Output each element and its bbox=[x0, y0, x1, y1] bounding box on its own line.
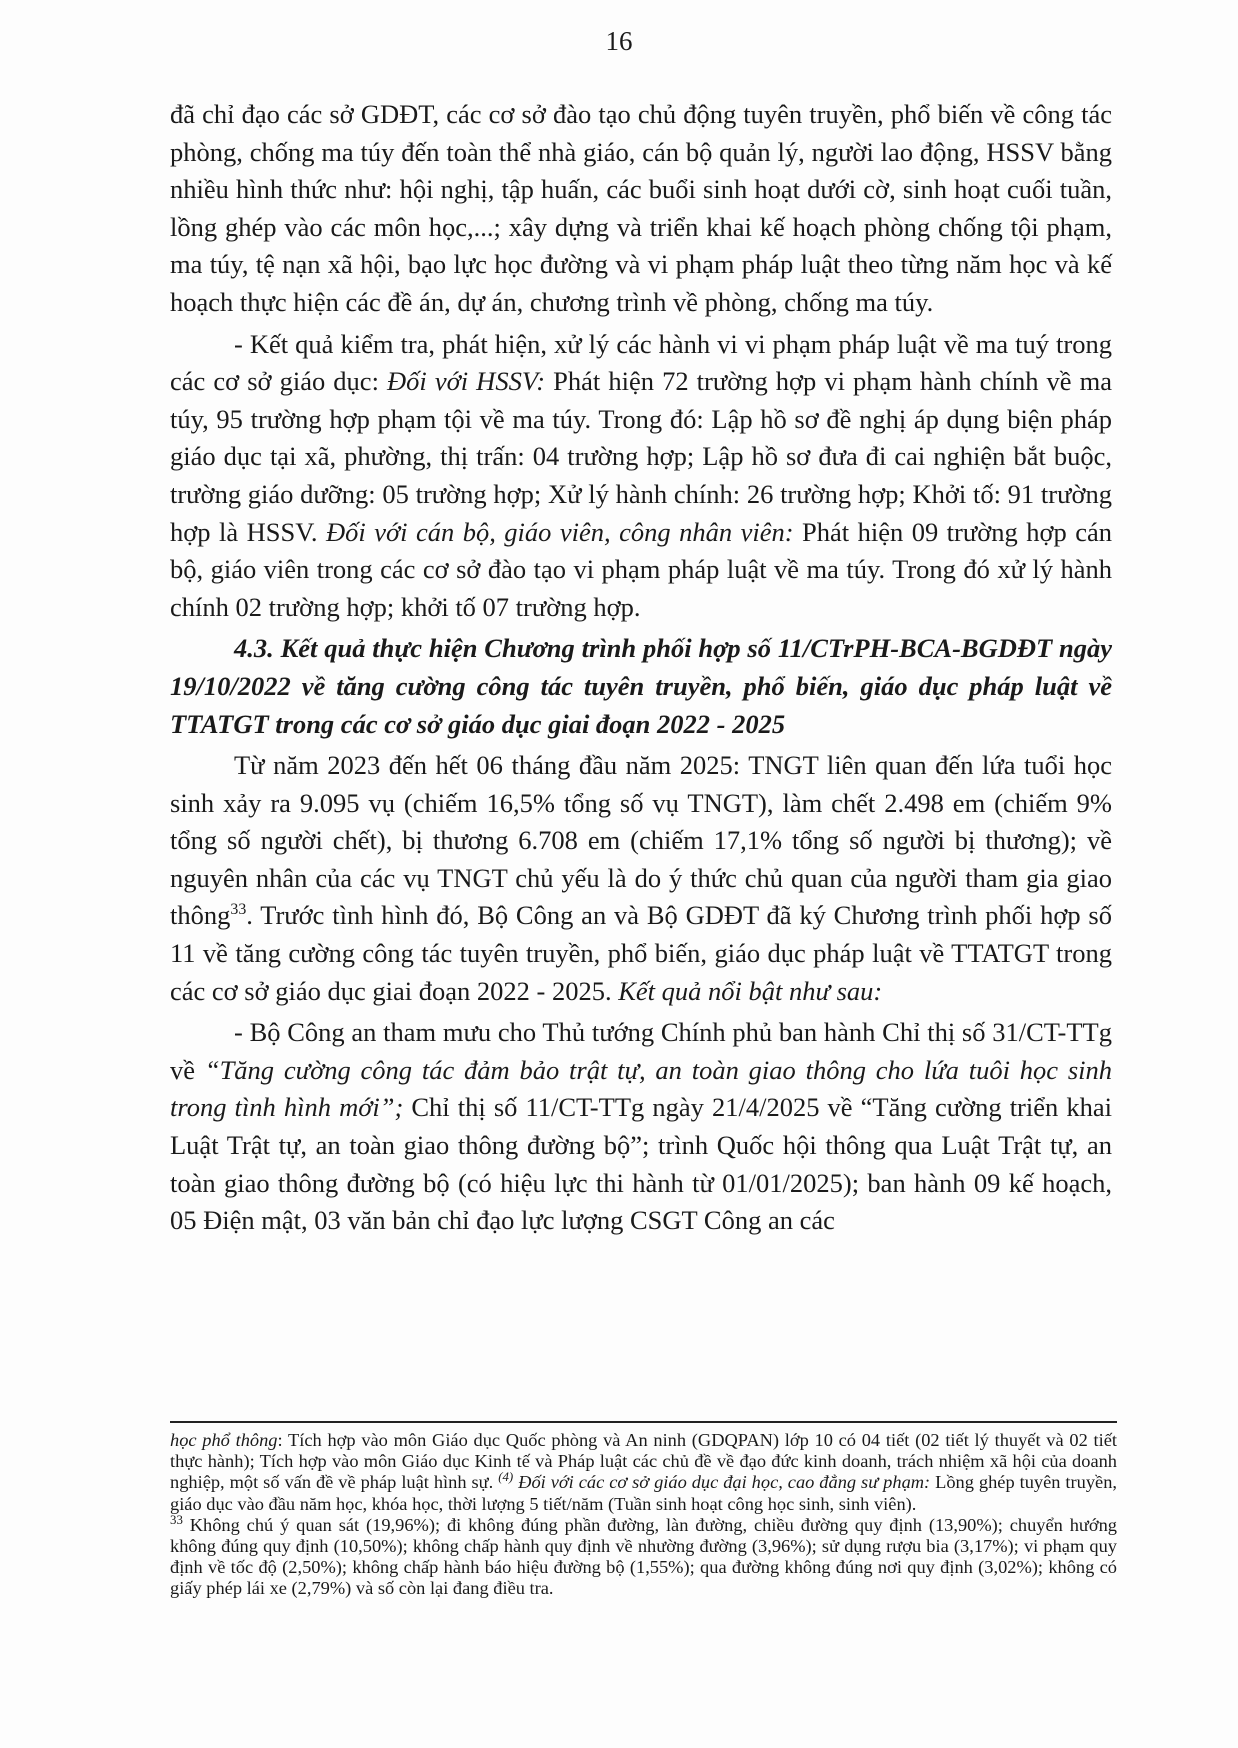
body-text bbox=[170, 96, 1112, 1244]
text-run: - Kết quả kiểm tra, phát hiện, xử lý các hành vi vi phạm pháp luật về ma tuý trong các cơ sở giáo dục: bbox=[170, 328, 1112, 397]
text-run: Lồng ghép tuyên truyền, giáo dục vào đầu năm học, khóa học, thời lượng 5 tiết/năm (Tuần sinh hoạt công học sinh, sinh viên). bbox=[170, 1472, 1117, 1514]
text-run: Đối với các cơ sở giáo dục đại học, cao đẳng sư phạm: bbox=[513, 1472, 931, 1493]
footnote-marker-4: (4) bbox=[498, 1470, 514, 1485]
footnote-ref-33[interactable]: 33 bbox=[230, 901, 247, 919]
italic-quote-directive: “Tăng cường công tác đảm bảo trật tự, an toàn giao thông cho lứa tuôi học sinh trong tình hình mới”; bbox=[170, 1054, 1112, 1123]
text-run: : Tích hợp vào môn Giáo dục Quốc phòng và An ninh (GDQPAN) lớp 10 có 04 tiết (02 tiết lý thuyết và 02 tiết thực hành); Tích hợp vào môn Giáo dục Kinh tế và Pháp luật các chủ đề về đạo đức kinh doanh, trách nhiệm xã hội của doanh nghiệp, một số vấn đề về pháp luật hình sự. bbox=[170, 1430, 1118, 1493]
text-run: Phát hiện 09 trường hợp cán bộ, giáo viên trong các cơ sở đào tạo vi phạm pháp luật về ma túy. Trong đó xử lý hành chính 02 trường hợp; khởi tố 07 trường hợp. bbox=[170, 516, 1112, 622]
footnote-33 bbox=[170, 1512, 1117, 1600]
paragraph-ministry-directives bbox=[170, 1014, 1112, 1240]
footnote-number: 33 bbox=[170, 1512, 183, 1527]
page-number: 16 bbox=[605, 26, 633, 56]
paragraph-drug-prevention-directives bbox=[170, 96, 1112, 322]
paragraph-text: đã chỉ đạo các sở GDĐT, các cơ sở đào tạo chủ động tuyên truyền, phổ biến về công tác phòng, chống ma túy đến toàn thể nhà giáo, cán bộ quản lý, người lao động, HSSV bằng nhiều hình thức như: hội nghị, tập huấn, các buổi sinh hoạt dưới cờ, sinh hoạt cuối tuần, lồng ghép vào các môn học,...; xây dựng và triển khai kế hoạch phòng chống tội phạm, ma túy, tệ nạn xã hội, bạo lực học đường và vi phạm pháp luật theo từng năm học và kế hoạch thực hiện các đề án, dự án, chương trình về phòng, chống ma túy. bbox=[170, 99, 1112, 317]
paragraph-drug-violation-results bbox=[170, 326, 1112, 627]
italic-label-students: Đối với HSSV: bbox=[387, 366, 546, 397]
heading-text: 4.3. Kết quả thực hiện Chương trình phối hợp số 11/CTrPH-BCA-BGDĐT ngày 19/10/2022 về tăng cường công tác tuyên truyền, phổ biến, giáo dục pháp luật về TTATGT trong các cơ sở giáo dục giai đoạn 2022 - 2025 bbox=[170, 633, 1112, 739]
section-heading-4-3 bbox=[170, 630, 1112, 743]
italic-label-staff: Đối với cán bộ, giáo viên, công nhân viên: bbox=[326, 516, 794, 547]
footnote-text: Không chú ý quan sát (19,96%); đi không đúng phần đường, làn đường, chiều đường quy định (13,90%); chuyển hướng không đúng quy định (10,50%); không chấp hành quy định về nhường đường (3,96%); sử dụng rượu bia (3,17%); vi phạm quy định về tốc độ (2,50%); không chấp hành báo hiệu đường bộ (1,55%); qua đường không đúng nơi quy định (3,02%); không có giấy phép lái xe (2,79%) và số còn lại đang điều tra. bbox=[170, 1514, 1117, 1599]
text-run: Phát hiện 72 trường hợp vi phạm hành chính về ma túy, 95 trường hợp phạm tội về ma túy. Trong đó: Lập hồ sơ đề nghị áp dụng biện pháp giáo dục tại xã, phường, thị trấn: 04 trường hợp; Lập hồ sơ đưa đi cai nghiện bắt buộc, trường giáo dưỡng: 05 trường hợp; Xử lý hành chính: 26 trường hợp; Khởi tố: 91 trường hợp là HSSV. bbox=[170, 366, 1112, 547]
text-run: Chỉ thị số 11/CT-TTg ngày 21/4/2025 về “Tăng cường triển khai Luật Trật tự, an toàn giao thông đường bộ”; trình Quốc hội thông qua Luật Trật tự, an toàn giao thông đường bộ (có hiệu lực thi hành từ 01/01/2025); ban hành 09 kế hoạch, 05 Điện mật, 03 văn bản chỉ đạo lực lượng CSGT Công an các bbox=[170, 1092, 1112, 1236]
paragraph-traffic-accident-stats bbox=[170, 747, 1112, 1010]
text-run: Từ năm 2023 đến hết 06 tháng đầu năm 2025: TNGT liên quan đến lứa tuổi học sinh xảy ra 9.095 vụ (chiếm 16,5% tổng số vụ TNGT), làm chết 2.498 em (chiếm 9% tổng số người chết), bị thương 6.708 em (chiếm 17,1% tổng số người bị thương); về nguyên nhân của các vụ TNGT chủ yếu là do ý thức chủ quan của người tham gia giao thông bbox=[170, 750, 1112, 931]
footnotes bbox=[170, 1430, 1117, 1600]
italic-label-results: Kết quả nổi bật như sau: bbox=[618, 975, 883, 1006]
text-run: . Trước tình hình đó, Bộ Công an và Bộ GDĐT đã ký Chương trình phối hợp số 11 về tăng cường công tác tuyên truyền, phổ biến, giáo dục pháp luật về TTATGT trong các cơ sở giáo dục giai đoạn 2022 - 2025. bbox=[170, 900, 1112, 1006]
footnote-continued bbox=[170, 1430, 1117, 1515]
footnote-separator bbox=[170, 1421, 1117, 1423]
text-run: học phổ thông bbox=[170, 1430, 278, 1450]
text-run: - Bộ Công an tham mưu cho Thủ tướng Chính phủ ban hành Chỉ thị số 31/CT-TTg về bbox=[170, 1017, 1112, 1085]
